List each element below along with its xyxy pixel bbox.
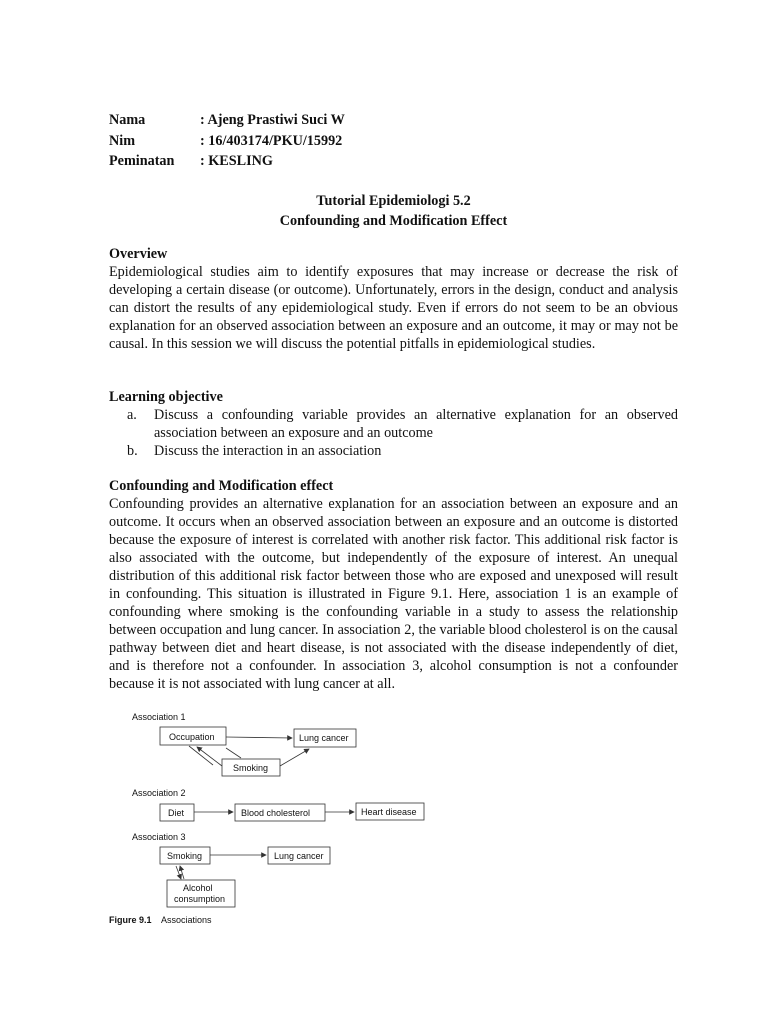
info-row-peminatan (109, 151, 345, 172)
confounding-heading: Confounding and Modification effect (109, 478, 334, 494)
overview-section (109, 245, 678, 353)
label-smoking-1: Smoking (233, 763, 269, 773)
info-row-nama (109, 110, 345, 131)
label-alcohol: Alcohol (183, 883, 213, 893)
info-value: : KESLING (200, 153, 273, 169)
info-value: : Ajeng Prastiwi Suci W (200, 112, 345, 128)
label-diet: Diet (168, 808, 185, 818)
title-line-1: Tutorial Epidemiologi 5.2 (316, 193, 471, 209)
label-consumption: consumption (174, 894, 226, 904)
figure-associations (109, 710, 439, 930)
list-item (109, 442, 678, 460)
figure-caption-label: Figure 9.1 (109, 915, 152, 925)
overview-paragraph: Epidemiological studies aim to identify exposures that may increase or decrease the risk of developing a certain disease (or outcome). Unfortunately, errors in the design, conduct and analysis can distort the results of any epidemiological study. Even if errors do not seem to be an obvious explanation for an observed association between an exposure and an outcome, it may or may not be causal. In this session we will discuss the potential pitfalls in epidemiological studies. (109, 264, 678, 352)
info-label: Nim (109, 132, 136, 149)
list-item-text: Discuss a confounding variable provides an alternative explanation for an observed association between an exposure and an outcome (154, 407, 678, 441)
info-label: Peminatan (109, 153, 175, 169)
overview-heading: Overview (109, 246, 168, 262)
association-3-title: Association 3 (132, 832, 186, 842)
title-line-2: Confounding and Modification Effect (279, 213, 508, 229)
confounding-section (109, 477, 678, 693)
objectives-section (109, 388, 678, 460)
list-marker: b. (127, 443, 138, 459)
info-row-nim (109, 131, 345, 152)
association-2-title: Association 2 (132, 788, 186, 798)
association-diagram (109, 710, 439, 930)
list-item (109, 406, 678, 442)
objectives-list (109, 406, 678, 460)
info-value: : 16/403174/PKU/15992 (200, 132, 343, 149)
document-title (109, 191, 678, 231)
list-item-text: Discuss the interaction in an association (154, 443, 382, 459)
label-heart-disease: Heart disease (361, 807, 417, 817)
label-smoking-3: Smoking (167, 851, 203, 861)
label-occupation: Occupation (169, 732, 215, 742)
info-label: Nama (109, 112, 146, 128)
association-1-title: Association 1 (132, 712, 186, 722)
label-blood-cholesterol: Blood cholesterol (241, 808, 311, 818)
student-info (109, 110, 345, 172)
list-marker: a. (127, 407, 137, 423)
label-lung-cancer-3: Lung cancer (274, 851, 324, 861)
objectives-heading: Learning objective (109, 389, 223, 405)
label-lung-cancer-1: Lung cancer (299, 733, 349, 743)
figure-caption-text: Associations (161, 915, 212, 925)
confounding-paragraph: Confounding provides an alternative explanation for an association between an exposure and an outcome. It occurs when an observed association between an exposure and an outcome is distorted because the exposure of interest is correlated with another risk factor. This additional risk factor is also associated with the outcome, but independently of the exposure of interest. An unequal distribution of this additional risk factor between those who are exposed and unexposed will result in confounding. This situation is illustrated in Figure 9.1. Here, association 1 is an example of confounding where smoking is the confounding variable in a study to assess the relationship between occupation and lung cancer. In association 2, the variable blood cholesterol is on the causal pathway between diet and heart disease, is not associated with the disease independently of diet, and is therefore not a confounder. In association 3, alcohol consumption is not a confounder because it is not associated with lung cancer at all. (109, 496, 678, 692)
